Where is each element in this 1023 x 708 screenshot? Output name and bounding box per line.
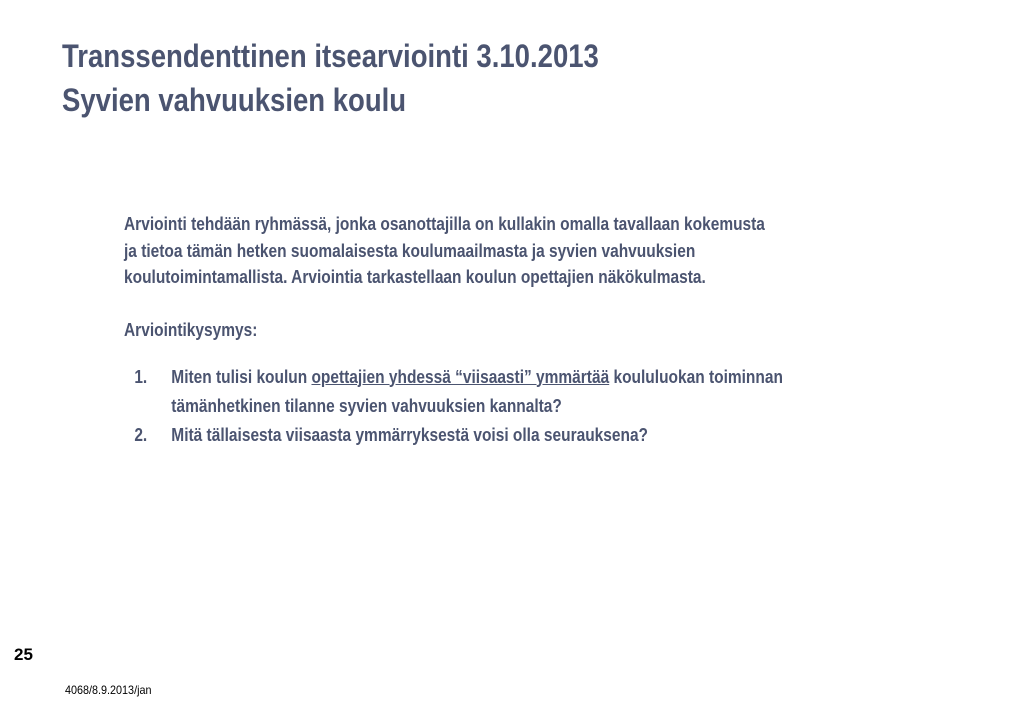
- question-underlined-text: opettajien yhdessä “viisaasti” ymmärtää: [311, 366, 610, 387]
- question-list: [124, 363, 864, 450]
- question-number: 1.: [134, 366, 148, 387]
- question-text-after: koululuokan toiminnan: [609, 366, 783, 387]
- slide-title: [62, 34, 599, 122]
- footer-code: 4068/8.9.2013/jan: [65, 683, 152, 697]
- slide-body: [124, 211, 864, 450]
- question-item: [124, 421, 864, 450]
- intro-line: koulutoimintamallista. Arviointia tarkastellaan koulun opettajien näkökulmasta.: [124, 267, 706, 287]
- question-label: Arviointikysymys:: [124, 319, 258, 340]
- slide-title-line-2: Syvien vahvuuksien koulu: [62, 82, 407, 118]
- question-text-before: Miten tulisi koulun: [171, 366, 312, 387]
- question-line: Mitä tällaisesta viisaasta ymmärryksestä voisi olla seurauksena?: [171, 424, 649, 445]
- page-number: 25: [14, 645, 33, 664]
- question-line: tämänhetkinen tilanne syvien vahvuuksien kannalta?: [171, 395, 562, 416]
- intro-line: Arviointi tehdään ryhmässä, jonka osanottajilla on kullakin omalla tavallaan kokemusta: [124, 214, 765, 234]
- question-item: [124, 363, 864, 421]
- question-line: [171, 363, 863, 392]
- question-number: 2.: [134, 424, 148, 445]
- intro-line: ja tietoa tämän hetken suomalaisesta koulumaailmasta ja syvien vahvuuksien: [124, 240, 696, 261]
- intro-paragraph: [124, 211, 864, 291]
- slide-title-line-1: Transsendenttinen itsearviointi 3.10.2013: [62, 38, 599, 74]
